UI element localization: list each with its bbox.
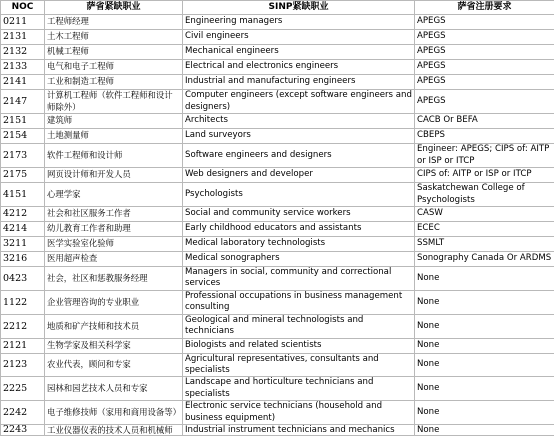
table-row xyxy=(1,129,554,144)
requirement-cell: None xyxy=(415,377,554,401)
requirement-cell: None xyxy=(415,401,554,425)
occupation-en-cell: Psychologists xyxy=(183,183,415,207)
occupation-en-cell: Land surveyors xyxy=(183,129,415,144)
occupation-en-cell: Landscape and horticulture technicians and specialists xyxy=(183,377,415,401)
requirement-cell: Engineer: APEGS; CIPS of: AITP or ISP or ITCP xyxy=(415,144,554,168)
occupation-zh-cell: 机械工程师 xyxy=(45,45,183,60)
noc-cell: 2225 xyxy=(1,377,45,401)
occupation-zh-cell: 工业和制造工程师 xyxy=(45,75,183,90)
requirement-cell: APEGS xyxy=(415,75,554,90)
occupation-en-cell: Engineering managers xyxy=(183,15,415,30)
noc-cell: 2175 xyxy=(1,168,45,183)
noc-cell: 2132 xyxy=(1,45,45,60)
noc-cell: 2212 xyxy=(1,314,45,338)
noc-cell: 2173 xyxy=(1,144,45,168)
table-row xyxy=(1,377,554,401)
occupation-zh-cell: 医学实验室化验师 xyxy=(45,237,183,252)
table-row xyxy=(1,401,554,425)
table-row xyxy=(1,75,554,90)
table-row xyxy=(1,90,554,114)
requirement-cell: None xyxy=(415,425,554,436)
requirement-cell: CIPS of: AITP or ISP or ITCP xyxy=(415,168,554,183)
requirement-cell: Saskatchewan College of Psychologists xyxy=(415,183,554,207)
noc-cell: 3211 xyxy=(1,237,45,252)
occupation-zh-cell: 企业管理咨询的专业职业 xyxy=(45,290,183,314)
table-row xyxy=(1,168,554,183)
requirement-cell: ECEC xyxy=(415,222,554,237)
table-row xyxy=(1,353,554,377)
occupation-zh-cell: 电子维修技师（家用和商用设备等） xyxy=(45,401,183,425)
requirement-cell: APEGS xyxy=(415,90,554,114)
occupation-en-cell: Early childhood educators and assistants xyxy=(183,222,415,237)
requirement-cell: None xyxy=(415,338,554,353)
noc-cell: 0211 xyxy=(1,15,45,30)
occupation-en-cell: Industrial and manufacturing engineers xyxy=(183,75,415,90)
occupation-zh-cell: 网页设计师和开发人员 xyxy=(45,168,183,183)
requirement-cell: APEGS xyxy=(415,45,554,60)
requirement-cell: None xyxy=(415,267,554,291)
header-registration-requirement: 萨省注册要求 xyxy=(415,1,554,15)
occupation-zh-cell: 土地测量师 xyxy=(45,129,183,144)
occupation-en-cell: Industrial instrument technicians and mechanics xyxy=(183,425,415,436)
occupation-en-cell: Computer engineers (except software engineers and designers) xyxy=(183,90,415,114)
table-row xyxy=(1,60,554,75)
occupation-zh-cell: 社会和社区服务工作者 xyxy=(45,207,183,222)
occupation-zh-cell: 建筑师 xyxy=(45,114,183,129)
occupation-zh-cell: 电气和电子工程师 xyxy=(45,60,183,75)
table-row xyxy=(1,267,554,291)
noc-cell: 2154 xyxy=(1,129,45,144)
occupation-zh-cell: 工程师经理 xyxy=(45,15,183,30)
noc-cell: 1122 xyxy=(1,290,45,314)
table-row xyxy=(1,114,554,129)
occupation-en-cell: Geological and mineral technologists and technicians xyxy=(183,314,415,338)
occupation-en-cell: Agricultural representatives, consultants and specialists xyxy=(183,353,415,377)
requirement-cell: Sonography Canada Or ARDMS xyxy=(415,252,554,267)
requirement-cell: APEGS xyxy=(415,60,554,75)
table-row xyxy=(1,207,554,222)
occupation-en-cell: Social and community service workers xyxy=(183,207,415,222)
occupation-en-cell: Medical laboratory technologists xyxy=(183,237,415,252)
table-row xyxy=(1,222,554,237)
noc-cell: 2131 xyxy=(1,30,45,45)
requirement-cell: None xyxy=(415,353,554,377)
noc-cell: 4214 xyxy=(1,222,45,237)
occupation-en-cell: Medical sonographers xyxy=(183,252,415,267)
occupation-zh-cell: 软件工程师和设计师 xyxy=(45,144,183,168)
occupation-en-cell: Professional occupations in business management consulting xyxy=(183,290,415,314)
occupation-en-cell: Managers in social, community and correctional services xyxy=(183,267,415,291)
noc-cell: 2123 xyxy=(1,353,45,377)
header-sinp-occupation: SINP紧缺职业 xyxy=(183,1,415,15)
header-sask-occupation: 萨省紧缺职业 xyxy=(45,1,183,15)
noc-cell: 2243 xyxy=(1,425,45,436)
noc-cell: 2121 xyxy=(1,338,45,353)
table-row xyxy=(1,425,554,436)
occupation-zh-cell: 农业代表，顾问和专家 xyxy=(45,353,183,377)
occupation-zh-cell: 幼儿教育工作者和助理 xyxy=(45,222,183,237)
occupation-zh-cell: 心理学家 xyxy=(45,183,183,207)
noc-cell: 0423 xyxy=(1,267,45,291)
noc-cell: 2141 xyxy=(1,75,45,90)
table-row xyxy=(1,183,554,207)
requirement-cell: SSMLT xyxy=(415,237,554,252)
occupation-zh-cell: 医用超声检查 xyxy=(45,252,183,267)
occupation-zh-cell: 土木工程师 xyxy=(45,30,183,45)
occupation-en-cell: Software engineers and designers xyxy=(183,144,415,168)
occupation-zh-cell: 计算机工程师（软件工程师和设计师除外） xyxy=(45,90,183,114)
table-row xyxy=(1,144,554,168)
noc-cell: 3216 xyxy=(1,252,45,267)
requirement-cell: CBEPS xyxy=(415,129,554,144)
table-row xyxy=(1,45,554,60)
noc-cell: 4212 xyxy=(1,207,45,222)
header-noc: NOC xyxy=(1,1,45,15)
requirement-cell: None xyxy=(415,314,554,338)
occupation-zh-cell: 地质和矿产技师和技术员 xyxy=(45,314,183,338)
occupation-en-cell: Civil engineers xyxy=(183,30,415,45)
noc-cell: 4151 xyxy=(1,183,45,207)
noc-cell: 2133 xyxy=(1,60,45,75)
occupation-en-cell: Mechanical engineers xyxy=(183,45,415,60)
occupation-en-cell: Electronic service technicians (household and business equipment) xyxy=(183,401,415,425)
noc-cell: 2151 xyxy=(1,114,45,129)
noc-cell: 2147 xyxy=(1,90,45,114)
table-row xyxy=(1,30,554,45)
occupation-en-cell: Web designers and developer xyxy=(183,168,415,183)
table-row xyxy=(1,15,554,30)
table-row xyxy=(1,252,554,267)
table-row xyxy=(1,338,554,353)
requirement-cell: APEGS xyxy=(415,30,554,45)
requirement-cell: CASW xyxy=(415,207,554,222)
occupation-en-cell: Architects xyxy=(183,114,415,129)
occupation-zh-cell: 生物学家及相关科学家 xyxy=(45,338,183,353)
occupation-en-cell: Electrical and electronics engineers xyxy=(183,60,415,75)
occupation-zh-cell: 社会，社区和惩教服务经理 xyxy=(45,267,183,291)
requirement-cell: CACB Or BEFA xyxy=(415,114,554,129)
noc-cell: 2242 xyxy=(1,401,45,425)
occupation-zh-cell: 工业仪器仪表的技术人员和机械师 xyxy=(45,425,183,436)
occupation-zh-cell: 园林和园艺技术人员和专家 xyxy=(45,377,183,401)
requirement-cell: APEGS xyxy=(415,15,554,30)
table-row xyxy=(1,237,554,252)
table-row xyxy=(1,290,554,314)
requirement-cell: None xyxy=(415,290,554,314)
table-row xyxy=(1,314,554,338)
header-row xyxy=(1,1,554,15)
occupation-en-cell: Biologists and related scientists xyxy=(183,338,415,353)
